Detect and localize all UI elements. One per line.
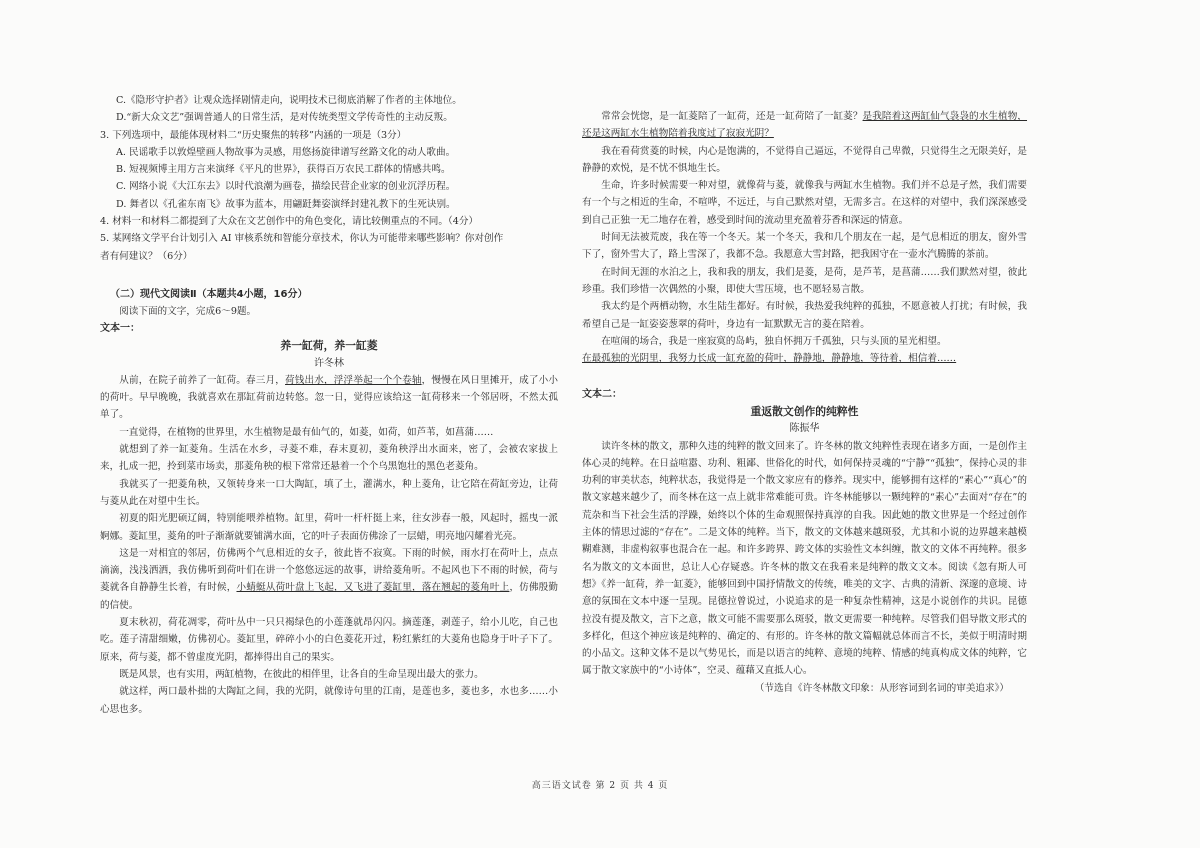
- page-footer: 高三语文试卷 第 2 页 共 4 页: [531, 781, 669, 791]
- underlined-paragraph: 在最孤独的光阴里，我努力长成一缸充盈的荷叶，静静地，静静地，等待着，相信着……: [582, 353, 957, 365]
- option-a: A. 民谣歌手以敦煌壁画人物故事为灵感，用悠扬旋律谱写丝路文化的动人歌曲。: [116, 146, 456, 158]
- paragraph: 就这样，两口最朴拙的大陶缸之间，我的光阴，就像诗句里的江南，是莲也多，菱也多，水也多……小心思也多。: [100, 686, 558, 715]
- paragraph: [100, 372, 558, 424]
- underlined-text: 小蜻蜓从荷叶盘上飞起，又飞进了菱缸里，落在翘起的菱角叶上: [236, 582, 510, 594]
- question-4: 4. 材料一和材料二都提到了大众在文艺创作中的角色变化，请比较侧重点的不同。（4分）: [100, 216, 479, 228]
- text1-continued: [582, 108, 1027, 367]
- question-5: 5. 某网络文学平台计划引入 AI 审核系统和智能分章技术，你认为可能带来哪些影响？你对创作: [100, 233, 504, 245]
- text-run: ，仿佛殷勤的信使。: [100, 582, 559, 611]
- paragraph: 夏末秋初，荷花凋零，荷叶丛中一只只褐绿色的小莲蓬就昂闪闪。摘莲蓬，剥莲子，给小儿吃，自己也吃。莲子清甜细嫩，仿佛初心。菱缸里，碎碎小小的白色菱花开过，粉红紫红的大菱角也隐身于叶子下了。原来，荷与菱，都不曾虚度光阴，都捧得出自己的果实。: [100, 617, 558, 663]
- question-5-continued: 者有何建议？（6分）: [100, 250, 193, 262]
- paragraph: [582, 108, 1027, 143]
- paragraph: [100, 545, 558, 614]
- instruction: 阅读下面的文字，完成6～9题。: [119, 306, 257, 317]
- text2: [582, 386, 1027, 697]
- text1-author: 许冬林: [314, 357, 344, 369]
- option-d: D.“新大众文艺”强调普通人的日常生活，是对传统类型文学传奇性的主动反叛。: [116, 112, 453, 124]
- reading-passage: [100, 286, 558, 718]
- text2-label: 文本二：: [582, 389, 622, 400]
- source-citation: （节选自《许冬林散文印象：从形容词到名词的审美追求》）: [754, 682, 1009, 694]
- text-run: 常常会恍惚，是一缸菱陪了一缸荷，还是一缸荷陪了一缸菱？: [601, 111, 863, 122]
- paragraph: 一直觉得，在植物的世界里，水生植物是最有仙气的，如菱，如荷，如芦苇，如菖蒲……: [119, 426, 494, 438]
- text-run: 这是一对相宜的邻居，仿佛两个气息相近的女子，彼此皆不寂寞。下雨的时候，雨水打在荷叶上，点点滴滴，浅浅洒洒，我仿佛听到荷叶们在讲一个悠悠远远的故事，讲给菱角听。不起风也下不雨的时候，荷与菱就各自静静生长着，有时候，: [100, 547, 558, 594]
- text2-author: 陈振华: [789, 423, 820, 435]
- option-b: B. 短视频博主用方言来演绎《平凡的世界》，获得百万农民工群体的情感共鸣。: [116, 164, 451, 176]
- underlined-text: 荷钱出水，浮浮举起一个个卷轴: [285, 374, 422, 386]
- option-d: D. 舞者以《孔雀东南飞》故事为蓝本，用翩跹舞姿演绎封建礼教下的生死诀别。: [116, 198, 456, 210]
- paragraph: 生命，许多时候需要一种对望，就像荷与菱，就像我与两缸水生植物。我们并不总是孑然，我们需要有一个与之相近的生命，不喧哗，不远迁，与自己默然对望，无需多言。在这样的对望中，我们深深感受到自己正独一无二地存在着，感受到时间的流动里充盈着芬香和深远的情意。: [582, 180, 1027, 226]
- text1-label: 文本一：: [100, 323, 140, 335]
- option-c: C.《隐形守护者》让观众选择剧情走向，说明技术已彻底消解了作者的主体地位。: [116, 95, 462, 106]
- text2-title: 重返散文创作的纯粹性: [750, 405, 859, 418]
- paragraph: 就想到了养一缸菱角。生活在水乡，寻菱不难，春末夏初，菱角秧浮出水面来，密了，会被农家拔上来，扎成一把，拎到菜市场卖，那菱角秧的根下常常还悬着一个个乌黑饱壮的黑色老菱角。: [100, 444, 558, 473]
- question-list: [100, 92, 558, 265]
- essay-paragraph: 读许冬林的散文，那种久违的纯粹的散文回来了。许冬林的散文纯粹性表现在诸多方面，一是创作主体心灵的纯粹。在日益喧嚣、功利、粗鄙、世俗化的时代，如何保持灵魂的“宁静”“孤独”，保持心灵的非功利的审美状态，纯粹状态，我觉得是一个散文家应有的修养。现实中，能够拥有这样的“素心”“真心”的散文家越来越少了，而冬林在这一点上就非常难能可贵。许冬林能够以一颗纯粹的“素心”去面对“存在”的荒杂和当下社会生活的浮躁，始终以个体的生命观照保持真淳的自我。因此她的散文世界是一个经过创作主体的情思过滤的“存在”。二是文体的纯粹。当下，散文的文体越来越斑驳，尤其和小说的边界越来越模糊难测，非虚构叙事也混合在一起。和许多跨界、跨文体的实验性文本纠缠，散文的文体不再纯粹。很多名为散文的文本面世，总让人心存疑惑。许冬林的散文在我看来是纯粹的散文文本。阅读《忽有斯人可想》《养一缸荷，养一缸菱》，能够回到中国抒情散文的传统，唯美的文字、古典的清新、深邃的意境、诗意的氛围在文本中逐一呈现。昆德拉曾说过，小说追求的是一种复杂性精神，这是小说创作的共识。昆德拉没有提及散文，言下之意，散文可能不需要那么斑驳，散文更需要一种纯粹。尽管我们倡导散文形式的多样化，但这个神应该是纯粹的、确定的、有形的。许冬林的散文篇幅就总体而言不长，美似于明清时期的小品文。这种文体不是以气势见长，而是以语言的纯粹、意境的纯粹、情感的纯真构成文体的纯粹，它属于散文家族中的“小诗体”，空灵、蕴藉又直抵人心。: [582, 440, 1027, 677]
- text-run: ，慢慢在风日里摊开，成了小小的荷叶。早早晚晚，我就喜欢在那缸荷前边转悠。忽一日，觉得应该给这一缸荷移来一个邻居呀，不然太孤单了。: [100, 374, 559, 421]
- text-run: 从前，在院子前养了一缸荷。春三月，: [119, 374, 286, 386]
- paragraph: 既是风景，也有实用，两缸植物，在彼此的相伴里，让各自的生命呈现出最大的张力。: [119, 668, 484, 680]
- paragraph: 在喧闹的场合，我是一座寂寞的岛屿，独自怀拥万千孤独，只与头顶的星光相望。: [601, 335, 947, 347]
- option-c: C. 网络小说《大江东去》以时代浪潮为画卷，描绘民营企业家的创业沉浮历程。: [116, 181, 456, 193]
- paragraph: 在时间无涯的水泊之上，我和我的朋友，我们是菱，是荷，是芦苇，是菖蒲……我们默然对望，彼此珍重。我们珍惜一次偶然的小聚，即使大雪压境，也不愿轻易言散。: [582, 266, 1027, 295]
- paragraph: 时间无法被荒废，我在等一个冬天。某一个冬天，我和几个朋友在一起，是气息相近的朋友，窗外雪下了，窗外雪大了，路上雪深了，我都不急。我愿意大雪封路，把我困守在一壶水汽腾腾的茶前。: [582, 232, 1027, 261]
- paragraph: 初夏的阳光肥硕辽阔，特别能喂养植物。缸里，荷叶一杆杆挺上来，往女涉春一般，风起时，摇曳一派婀娜。菱缸里，菱角的叶子渐渐就要铺满水面，它的叶子表面仿佛涂了一层蜡，明亮地闪耀着光亮。: [100, 513, 558, 542]
- section-heading: （二）现代文阅读Ⅱ（本题共4小题，16分）: [110, 289, 308, 300]
- underlined-text: 是我陪着这两缸仙气袅袅的水生植物，还是这两缸水生植物陪着我度过了寂寂光阴？: [582, 111, 1028, 140]
- question-3: 3. 下列选项中，最能体现材料二“历史聚焦的转移”内涵的一项是（3分）: [100, 129, 407, 141]
- text1-title: 养一缸荷，养一缸菱: [280, 339, 378, 353]
- paragraph: 我在看荷赏菱的时候，内心是饱满的，不觉得自己逼远，不觉得自己卑微，只觉得生之无限美好，是静静的欢悦，是不忧不惧地生长。: [582, 145, 1027, 174]
- paragraph: 我就买了一把菱角秧，又领转身来一口大陶缸，填了土，灌满水，种上菱角，让它陪在荷缸旁边，让荷与菱从此在对望中生长。: [100, 478, 558, 507]
- paragraph: 我太约是个两栖动物，水生陆生都好。有时候，我热爱我纯粹的孤独，不愿意被人打扰；有时候，我希望自己是一缸姿姿葱翠的荷叶，身边有一缸默默无言的菱在陪着。: [582, 301, 1027, 330]
